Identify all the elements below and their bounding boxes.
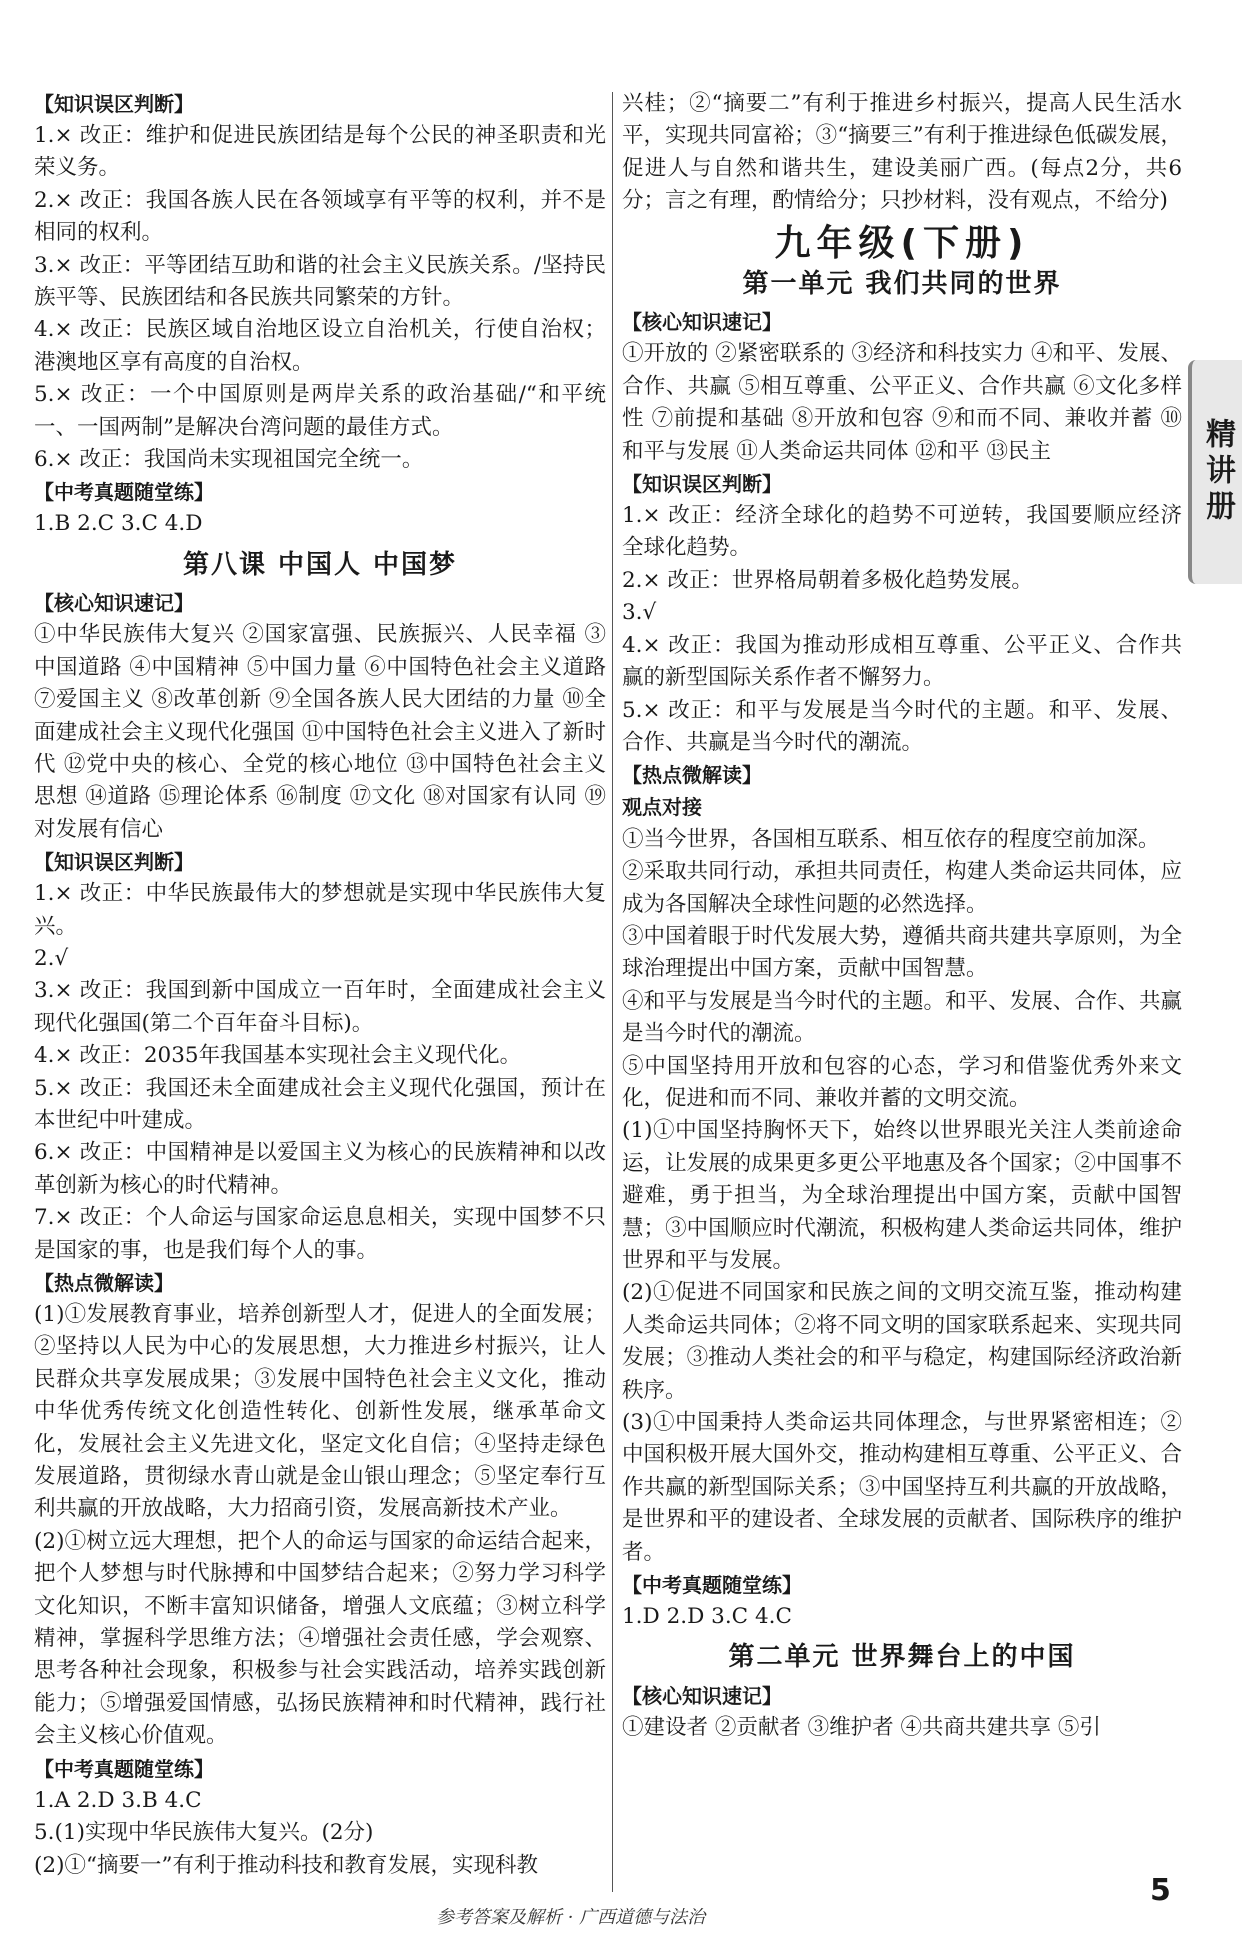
answer-paragraph: ②采取共同行动，承担共同责任，构建人类命运共同体，应成为各国解决全球性问题的必然选择。 — [622, 859, 1182, 917]
answer-paragraph: (2)①树立远大理想，把个人的命运与国家的命运结合起来，把个人梦想与时代脉搏和中国梦结合起来；②努力学习科学文化知识，不断丰富知识储备，增强人文底蕴；③树立科学精神，掌握科学思维方法；④增强社会责任感，学会观察、思考各种社会现象，积极参与社会实践活动，培养实践创新能力；⑤增强爱国情感，弘扬民族精神和时代精神，践行社会主义核心价值观。 — [34, 1528, 606, 1749]
section-heading: 【热点微解读】 — [622, 763, 762, 788]
answer-paragraph: 4.× 改正：2035年我国基本实现社会主义现代化。 — [34, 1043, 522, 1069]
grade-title: 九年级(下册) — [774, 222, 1030, 264]
answer-paragraph: 5.× 改正：和平与发展是当今时代的主题。和平、发展、合作、共赢是当今时代的潮流。 — [622, 697, 1182, 755]
answer-paragraph: ①开放的 ②紧密联系的 ③经济和科技实力 ④和平、发展、合作、共赢 ⑤相互尊重、公平正义、合作共赢 ⑥文化多样性 ⑦前提和基础 ⑧开放和包容 ⑨和而不同、兼收并蓄 ⑩和平与发展 ⑪人类命运共同体 ⑫和平 ⑬民主 — [622, 341, 1182, 464]
answer-paragraph: ①当今世界，各国相互联系、相互依存的程度空前加深。 — [622, 826, 1160, 852]
answer-paragraph: 4.× 改正：民族区域自治地区设立自治机关，行使自治权；港澳地区享有高度的自治权。 — [34, 317, 606, 375]
answer-paragraph: 2.× 改正：世界格局朝着多极化趋势发展。 — [622, 567, 1033, 593]
answer-paragraph: ⑤中国坚持用开放和包容的心态，学习和借鉴优秀外来文化，促进和而不同、兼收并蓄的文明交流。 — [622, 1053, 1182, 1111]
answer-paragraph: 7.× 改正：个人命运与国家命运息息相关，实现中国梦不只是国家的事，也是我们每个人的事。 — [34, 1205, 606, 1263]
answer-paragraph: ③中国着眼于时代发展大势，遵循共商共建共享原则，为全球治理提出中国方案，贡献中国智慧。 — [622, 923, 1182, 982]
answer-paragraph: 3.× 改正：我国到新中国成立一百年时，全面建成社会主义现代化强国(第二个百年奋斗目标)。 — [34, 978, 606, 1036]
answer-paragraph: (1)①中国坚持胸怀天下，始终以世界眼光关注人类前途命运，让发展的成果更多更公平地惠及各个国家；②中国事不避难，勇于担当，为全球治理提出中国方案，贡献中国智慧；③中国顺应时代潮流，积极构建人类命运共同体，维护世界和平与发展。 — [622, 1118, 1182, 1273]
section-heading: 【知识误区判断】 — [34, 850, 194, 875]
answer-paragraph: (2)①促进不同国家和民族之间的文明交流互鉴，推动构建人类命运共同体；②将不同文明的国家联系起来、实现共同发展；③推动人类社会的和平与稳定，构建国际经济政治新秩序。 — [622, 1280, 1182, 1403]
section-heading: 【知识误区判断】 — [34, 92, 194, 116]
page-footer: 参考答案及解析 · 广西道德与法治 — [436, 1907, 706, 1928]
answer-paragraph: (3)①中国秉持人类命运共同体理念，与世界紧密相连；②中国积极开展大国外交，推动构建相互尊重、公平正义、合作共赢的新型国际关系；③中国坚持互利共赢的开放战略，是世界和平的建设者、全球发展的贡献者、国际秩序的维护者。 — [622, 1410, 1182, 1565]
lesson-title: 第二单元 世界舞台上的中国 — [728, 1642, 1076, 1673]
answer-paragraph: ①中华民族伟大复兴 ②国家富强、民族振兴、人民幸福 ③中国道路 ④中国精神 ⑤中国力量 ⑥中国特色社会主义道路 ⑦爱国主义 ⑧改革创新 ⑨全国各族人民大团结的力量 ⑩全面建成社会主义现代化强国 ⑪中国特色社会主义进入了新时代 ⑫党中央的核心、全党的核心地位 ⑬中国特色社会主义思想 ⑭道路 ⑮理论体系 ⑯制度 ⑰文化 ⑱对国家有认同 ⑲对发展有信心 — [34, 622, 606, 842]
answer-paragraph: 1.× 改正：经济全球化的趋势不可逆转，我国要顺应经济全球化趋势。 — [622, 503, 1182, 561]
section-heading: 【中考真题随堂练】 — [622, 1573, 802, 1598]
section-heading: 【核心知识速记】 — [622, 310, 782, 335]
section-heading: 【中考真题随堂练】 — [34, 1756, 214, 1781]
section-heading: 【核心知识速记】 — [34, 591, 194, 616]
answer-paragraph: 2.√ — [34, 945, 69, 971]
answer-paragraph: (1)①发展教育事业，培养创新型人才，促进人的全面发展；②坚持以人民为中心的发展思想，大力推进乡村振兴，让人民群众共享发展成果；③发展中国特色社会主义文化，推动中华优秀传统文化创造性转化、创新性发展，继承革命文化，发展社会主义先进文化，坚定文化自信；④坚持走绿色发展道路，贯彻绿水青山就是金山银山理念；⑤坚定奉行互利共赢的开放战略，大力招商引资，发展高新技术产业。 — [34, 1302, 606, 1522]
right-column — [622, 88, 1182, 1744]
answer-paragraph: ④和平与发展是当今时代的主题。和平、发展、合作、共赢是当今时代的潮流。 — [622, 988, 1182, 1047]
answer-paragraph: 5.(1)实现中华民族伟大复兴。(2分) — [34, 1820, 374, 1846]
subheading: 观点对接 — [622, 795, 702, 820]
answer-paragraph: 1.× 改正：维护和促进民族团结是每个公民的神圣职责和光荣义务。 — [34, 123, 606, 181]
answer-paragraph: ①建设者 ②贡献者 ③维护者 ④共商共建共享 ⑤引 — [622, 1714, 1101, 1740]
answer-paragraph: 4.× 改正：我国为推动形成相互尊重、公平正义、合作共赢的新型国际关系作者不懈努力。 — [622, 632, 1182, 691]
answer-paragraph: 3.√ — [622, 600, 657, 626]
answer-paragraph: 5.× 改正：我国还未全面建成社会主义现代化强国，预计在本世纪中叶建成。 — [34, 1075, 606, 1133]
section-heading: 【知识误区判断】 — [622, 472, 782, 497]
answer-paragraph: 1.B 2.C 3.C 4.D — [34, 511, 203, 537]
lesson-title: 第一单元 我们共同的世界 — [742, 269, 1062, 300]
answer-paragraph: 1.× 改正：中华民族最伟大的梦想就是实现中华民族伟大复兴。 — [34, 881, 606, 939]
answer-paragraph: 兴桂；②“摘要二”有利于推进乡村振兴，提高人民生活水平，实现共同富裕；③“摘要三”有利于推进绿色低碳发展，促进人与自然和谐共生，建设美丽广西。(每点2分，共6分；言之有理，酌情给分；只抄材料，没有观点，不给分) — [622, 91, 1182, 214]
section-heading: 【热点微解读】 — [34, 1271, 174, 1295]
answer-paragraph: 2.× 改正：我国各族人民在各领域享有平等的权利，并不是相同的权利。 — [34, 187, 606, 246]
lesson-title: 第八课 中国人 中国梦 — [182, 549, 458, 580]
answer-paragraph: 5.× 改正：一个中国原则是两岸关系的政治基础/“和平统一、一国两制”是解决台湾问题的最佳方式。 — [34, 382, 606, 440]
answer-paragraph: 1.A 2.D 3.B 4.C — [34, 1787, 202, 1813]
answer-paragraph: 6.× 改正：我国尚未实现祖国完全统一。 — [34, 447, 424, 473]
section-heading: 【中考真题随堂练】 — [34, 480, 214, 505]
answer-paragraph: 6.× 改正：中国精神是以爱国主义为核心的民族精神和以改革创新为核心的时代精神。 — [34, 1140, 606, 1198]
answer-paragraph: 1.D 2.D 3.C 4.C — [622, 1604, 792, 1630]
page-number: 5 — [1150, 1873, 1171, 1908]
answer-paragraph: 3.× 改正：平等团结互助和谐的社会主义民族关系。/坚持民族平等、民族团结和各民族共同繁荣的方针。 — [34, 252, 606, 311]
left-column — [34, 88, 606, 1882]
side-tab-label: 精讲册 — [1188, 360, 1242, 584]
section-heading: 【核心知识速记】 — [622, 1683, 782, 1708]
answer-paragraph: (2)①“摘要一”有利于推动科技和教育发展，实现科教 — [34, 1852, 538, 1878]
column-divider — [612, 92, 613, 1892]
